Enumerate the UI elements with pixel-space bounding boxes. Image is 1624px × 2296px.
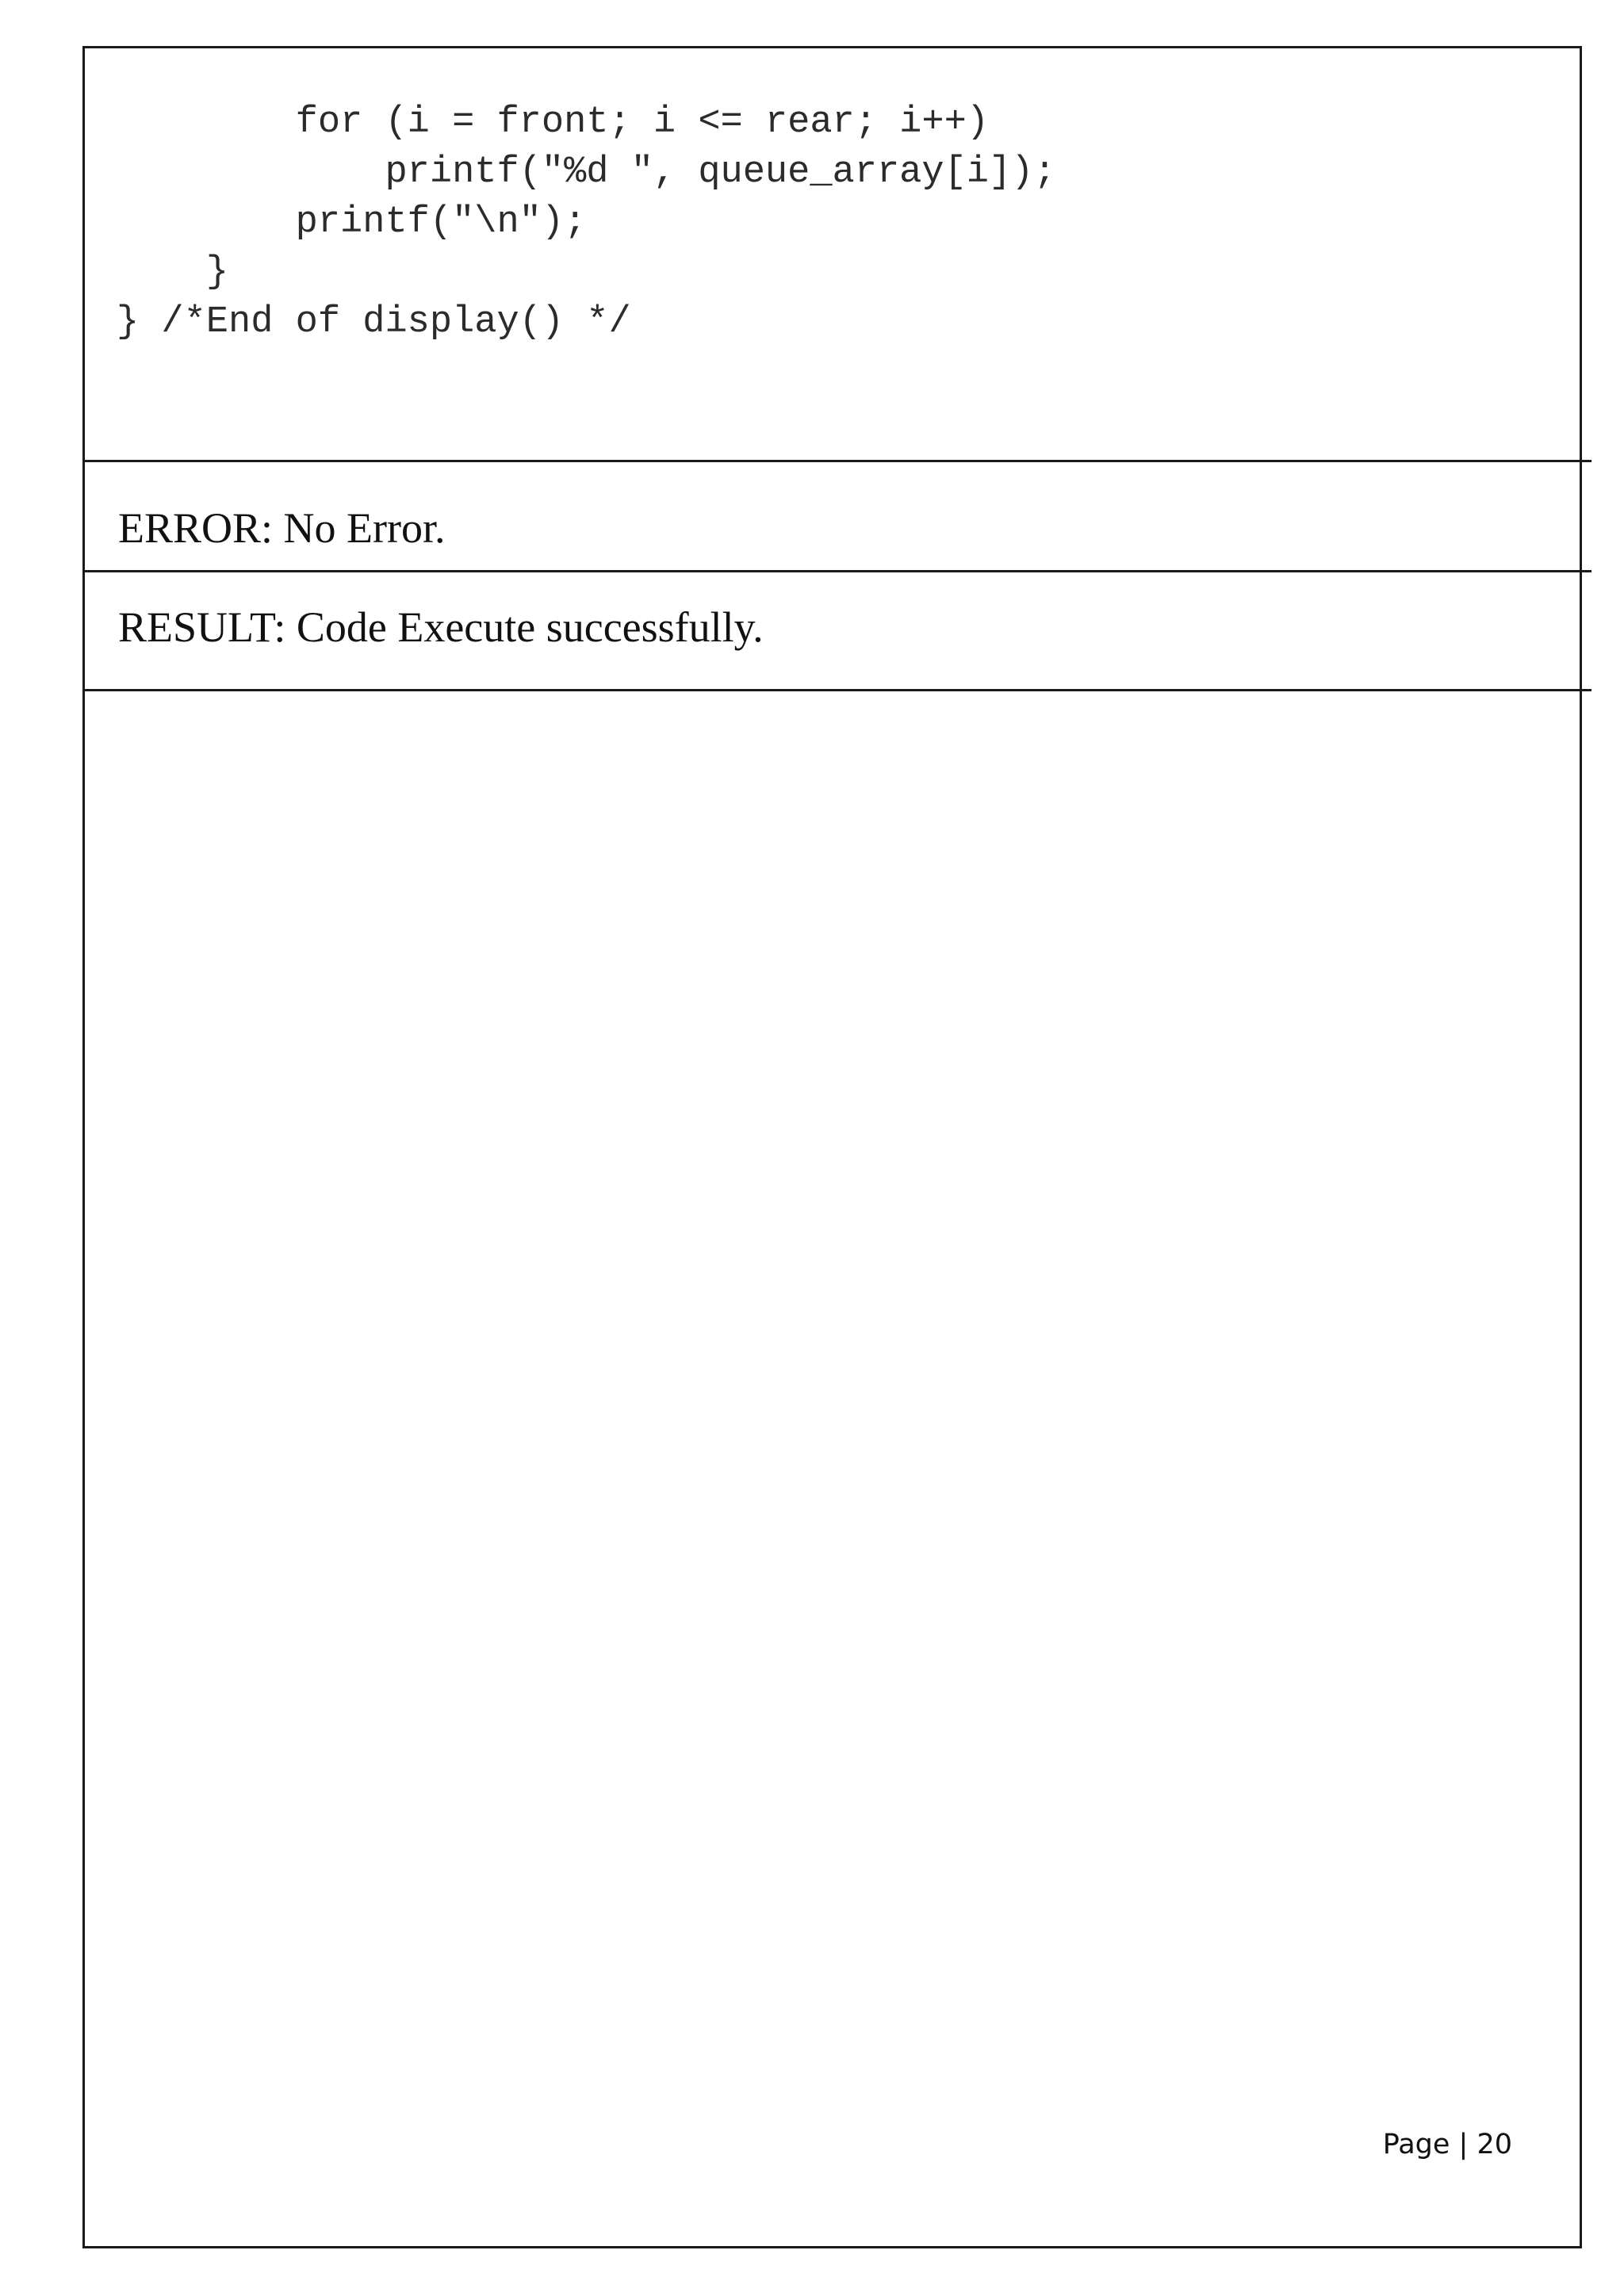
error-status-text: ERROR: No Error. xyxy=(118,504,446,552)
code-line: printf("\n"); xyxy=(117,201,587,243)
divider-line xyxy=(85,689,1591,691)
divider-line xyxy=(85,460,1591,462)
page-number: Page | 20 xyxy=(1382,2129,1512,2160)
code-line: } xyxy=(117,251,229,293)
page-frame xyxy=(82,46,1582,2248)
code-block xyxy=(85,48,1580,461)
result-status-text: RESULT: Code Execute successfully. xyxy=(118,603,764,651)
code-line: for (i = front; i <= rear; i++) xyxy=(117,101,989,144)
code-line: printf("%d ", queue_array[i]); xyxy=(117,151,1056,193)
code-line: } /*End of display() */ xyxy=(117,301,631,343)
divider-line xyxy=(85,570,1591,572)
